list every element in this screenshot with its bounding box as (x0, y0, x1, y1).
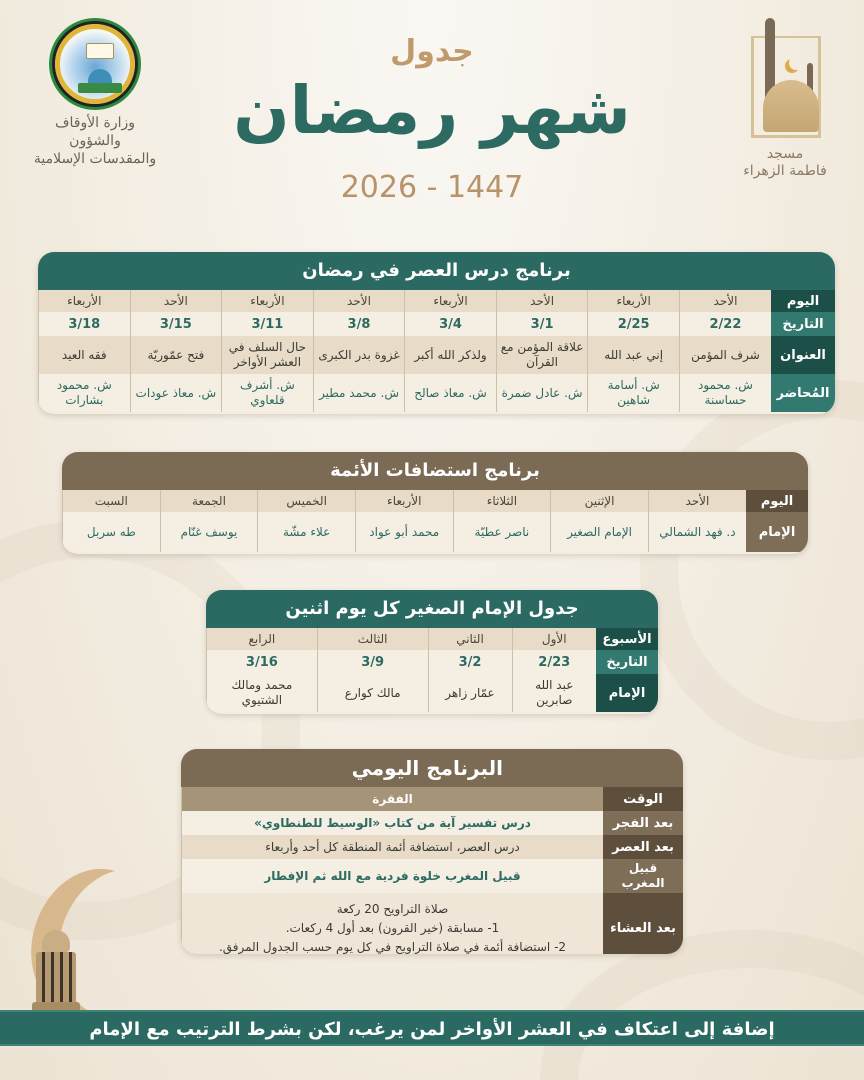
header (0, 0, 864, 240)
mosque-icon (745, 18, 825, 138)
section-title: برنامج درس العصر في رمضان (38, 252, 835, 290)
imams-program-table (62, 452, 808, 554)
row-label: الوقت (603, 787, 683, 811)
table-row: اليوم الأحد الإثنين الثلاثاء الأربعاء الخميس الجمعة السبت (63, 490, 809, 512)
year-label: 2026 - 1447 (340, 170, 524, 205)
table-row: العنوان شرف المؤمن إني عبد الله علاقة المؤمن مع القرآن ولذكر الله أكبر غزوة بدر الكبرى حال السلف في العشر الأواخر فتح عمّوريّة فقه العيد (39, 336, 836, 374)
table-row: بعد العصر درس العصر، استضافة أئمة المنطقة كل أحد وأربعاء (182, 835, 684, 859)
row-label: الإمام (746, 512, 808, 552)
table-row: بعد الفجر درس تفسير آية من كتاب «الوسيط للطنطاوي» (182, 811, 684, 835)
page-title: شهر رمضان (233, 72, 631, 149)
row-label: بعد العشاء (603, 893, 683, 954)
row-label: العنوان (771, 336, 835, 374)
table-row: الإمام د. فهد الشمالي الإمام الصغير ناصر عطيّة محمد أبو عواد علاء مشّة يوسف غنّام طه سربل (63, 512, 809, 552)
mosque-name: مسجد فاطمة الزهراء (743, 146, 827, 179)
row-label: المُحاضر (771, 374, 835, 412)
table-row: التاريخ 2/22 2/25 3/1 3/4 3/8 3/11 3/15 3/18 (39, 312, 836, 336)
table-row: المُحاضر ش. محمود حساسنة ش. أسامة شاهين ش. عادل ضمرة ش. معاذ صالح ش. محمد مطير ش. أشرف قلعاوي ش. معاذ عودات ش. محمود بشارات (39, 374, 836, 412)
young-imam-table (206, 590, 658, 714)
mosque-logo (740, 18, 830, 180)
lantern-icon (30, 930, 82, 1012)
row-label: قبيل المغرب (603, 859, 683, 893)
background-ornament (640, 380, 864, 760)
table-row: قبيل المغرب قبيل المغرب خلوة فردية مع الله ثم الإفطار (182, 859, 684, 893)
row-label: اليوم (746, 490, 808, 512)
title-small: جدول (390, 34, 474, 69)
row-label: التاريخ (596, 650, 658, 674)
daily-program-table (181, 749, 683, 954)
row-label: اليوم (771, 290, 835, 312)
footer-banner: إضافة إلى اعتكاف في العشر الأواخر لمن يرغب، لكن بشرط الترتيب مع الإمام (0, 1010, 864, 1046)
row-label: بعد الفجر (603, 811, 683, 835)
section-title: جدول الإمام الصغير كل يوم اثنين (206, 590, 658, 628)
table-row: الأسبوع الأول الثاني الثالث الرابع (207, 628, 659, 650)
table-row: بعد العشاء صلاة التراويح 20 ركعة 1- مسابقة (خير القرون) بعد أول 4 ركعات. 2- استضافة أئمة في صلاة التراويح في كل يوم حسب الجدول المرفق. (182, 893, 684, 954)
asr-program-table (38, 252, 835, 414)
row-label: بعد العصر (603, 835, 683, 859)
row-label: التاريخ (771, 312, 835, 336)
row-label: الإمام (596, 674, 658, 712)
row-label: الأسبوع (596, 628, 658, 650)
section-title: برنامج استضافات الأئمة (62, 452, 808, 490)
ministry-name: وزارة الأوقاف والشؤون والمقدسات الإسلامية (33, 115, 157, 167)
section-title: البرنامج اليومي (181, 749, 683, 787)
table-row: الوقت الفقرة (182, 787, 684, 811)
table-row: التاريخ 2/23 3/2 3/9 3/16 (207, 650, 659, 674)
table-row: الإمام عبد الله صابرين عمّار زاهر مالك كوارع محمد ومالك الشتيوي (207, 674, 659, 712)
table-row: اليوم الأحد الأربعاء الأحد الأربعاء الأحد الأربعاء الأحد الأربعاء (39, 290, 836, 312)
